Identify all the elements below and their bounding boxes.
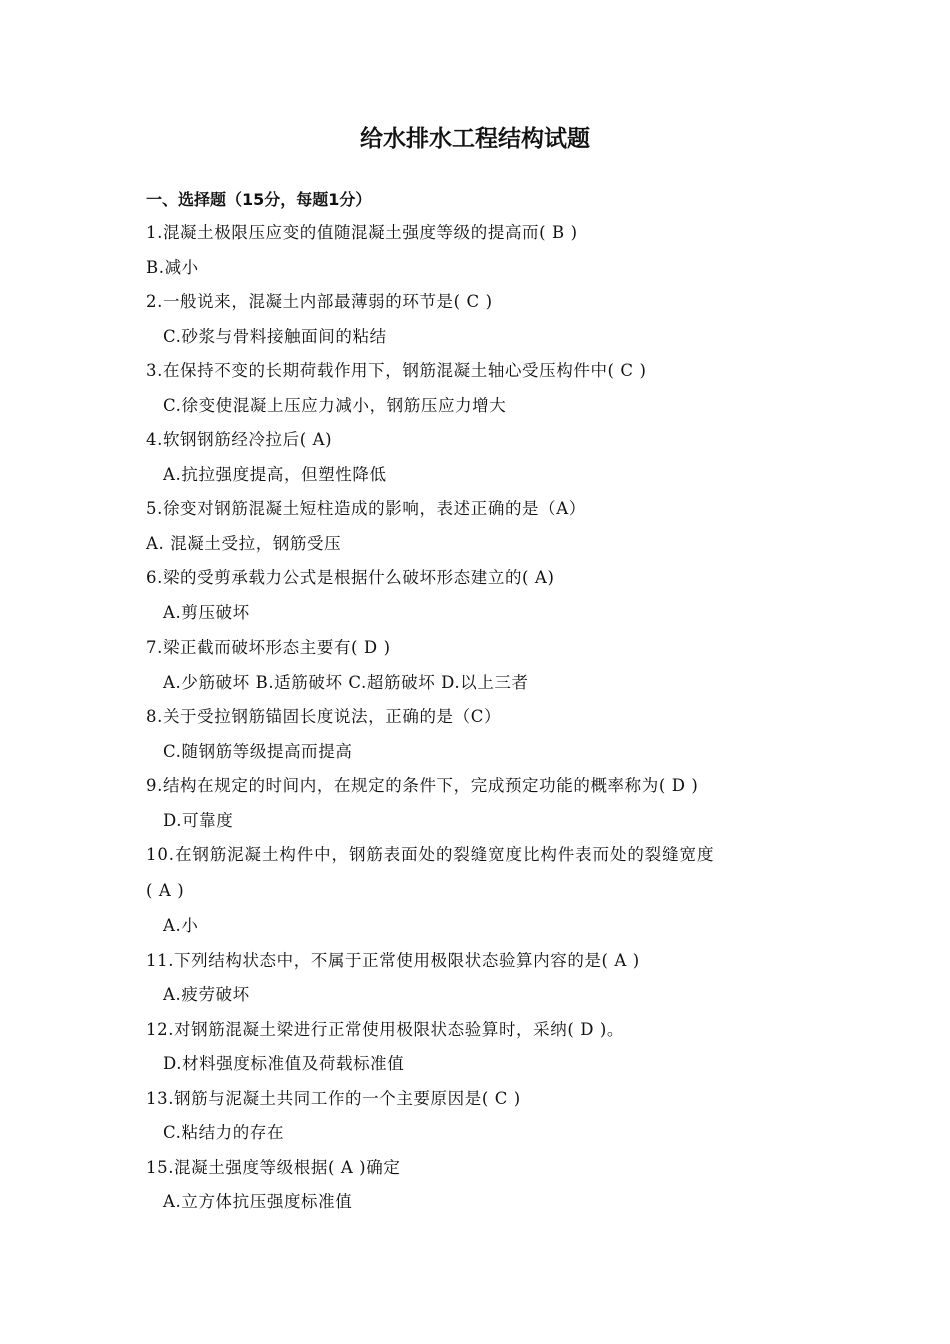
answer-3: C.徐变使混凝上压应力减小，钢筋压应力增大 [163, 396, 507, 415]
question-4: 4.软钢钢筋经冷拉后( A) [146, 430, 333, 449]
question-3: 3.在保持不变的长期荷载作用下，钢筋混凝土轴心受压构件中( C ) [146, 361, 647, 380]
answer-11: A.疲劳破坏 [163, 985, 250, 1004]
answer-13: C.粘结力的存在 [163, 1123, 285, 1142]
question-11: 11.下列结构状态中，不属于正常使用极限状态验算内容的是( A ) [146, 951, 640, 970]
section-heading: 一、选择题（15分，每题1分） [146, 190, 372, 209]
answer-9: D.可靠度 [163, 811, 234, 830]
question-10: 10.在钢筋泥凝土构件中，钢筋表面处的裂缝宽度比构件表而处的裂缝宽度 [146, 845, 715, 864]
answer-4: A.抗拉强度提高，但塑性降低 [163, 465, 387, 484]
question-8: 8.关于受拉钢筋锚固长度说法，正确的是（C） [146, 707, 502, 726]
question-13: 13.钢筋与泥凝土共同工作的一个主要原因是( C ) [146, 1089, 521, 1108]
question-6: 6.梁的受剪承载力公式是根据什么破坏形态建立的( A) [146, 568, 555, 587]
answer-8: C.随钢筋等级提高而提高 [163, 742, 353, 761]
question-12: 12.对钢筋混凝土梁进行正常使用极限状态验算时，采纳( D )。 [146, 1020, 625, 1039]
answer-12: D.材料强度标准值及荷载标准值 [163, 1054, 405, 1073]
answer-7: A.少筋破坏 B.适筋破坏 C.超筋破坏 D.以上三者 [163, 673, 529, 692]
question-9: 9.结构在规定的时间内，在规定的条件下，完成预定功能的概率称为( D ) [146, 776, 699, 795]
question-10-continuation: ( A ) [146, 881, 185, 900]
answer-6: A.剪压破坏 [163, 603, 250, 622]
question-5: 5.徐变对钢筋混凝土短柱造成的影响，表述正确的是（A） [146, 499, 586, 518]
document-title: 给水排水工程结构试题 [360, 126, 590, 152]
answer-5: A. 混凝土受拉，钢筋受压 [146, 534, 342, 553]
answer-10: A.小 [163, 916, 199, 935]
question-15: 15.混凝土强度等级根据( A )确定 [146, 1158, 401, 1177]
question-1: 1.混凝土极限压应变的值随混凝土强度等级的提高而( B ) [146, 223, 578, 242]
question-2: 2.一般说来，混凝土内部最薄弱的环节是( C ) [146, 292, 493, 311]
answer-1: B.减小 [146, 258, 199, 277]
answer-2: C.砂浆与骨料接触面间的粘结 [163, 327, 387, 346]
question-7: 7.梁正截而破坏形态主要有( D ) [146, 638, 391, 657]
answer-15: A.立方体抗压强度标准值 [163, 1192, 353, 1211]
